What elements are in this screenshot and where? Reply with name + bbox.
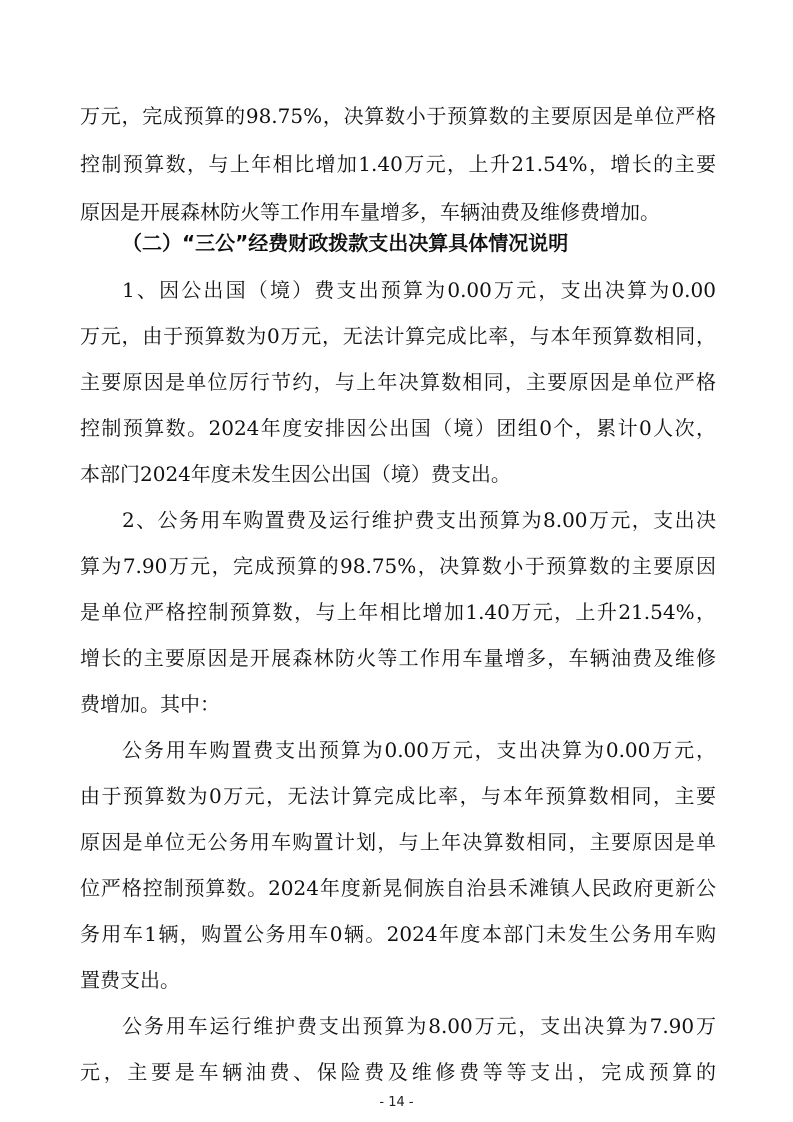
paragraph-line: 算为7.90万元，完成预算的98.75%，决算数小于预算数的主要原因	[80, 554, 716, 578]
paragraph-line: 公务用车运行维护费支出预算为8.00万元，支出决算为7.90万	[122, 1014, 716, 1038]
paragraph-line: 元，主要是车辆油费、保险费及维修费等等支出，完成预算的	[80, 1060, 716, 1084]
page-number: - 14 -	[379, 1095, 414, 1110]
paragraph-line: 原因是开展森林防火等工作用车量增多，车辆油费及维修费增加。	[80, 200, 660, 224]
paragraph-line: 主要原因是单位厉行节约，与上年决算数相同，主要原因是单位严格	[80, 370, 716, 394]
paragraph-line: 2、公务用车购置费及运行维护费支出预算为8.00万元，支出决	[122, 508, 716, 532]
paragraph-line: 费增加。其中：	[80, 692, 220, 716]
paragraph-line: 增长的主要原因是开展森林防火等工作用车量增多，车辆油费及维修	[80, 646, 716, 670]
paragraph-line: 本部门2024年度未发生因公出国（境）费支出。	[80, 462, 511, 486]
paragraph-line: 是单位严格控制预算数，与上年相比增加1.40万元，上升21.54%，	[80, 600, 716, 624]
paragraph-line: 务用车1辆，购置公务用车0辆。2024年度本部门未发生公务用车购	[80, 922, 716, 946]
section-heading: （二）“三公”经费财政拨款支出决算具体情况说明	[122, 231, 569, 255]
paragraph-line: 1、因公出国（境）费支出预算为0.00万元，支出决算为0.00	[122, 278, 716, 302]
paragraph-line: 由于预算数为0万元，无法计算完成比率，与本年预算数相同，主要	[80, 784, 716, 808]
paragraph-line: 位严格控制预算数。2024年度新晃侗族自治县禾滩镇人民政府更新公	[80, 876, 716, 900]
paragraph-line: 置费支出。	[80, 968, 180, 992]
paragraph-line: 万元，由于预算数为0万元，无法计算完成比率，与本年预算数相同，	[80, 324, 716, 348]
paragraph-line: 万元，完成预算的98.75%，决算数小于预算数的主要原因是单位严格	[80, 104, 716, 128]
paragraph-line: 公务用车购置费支出预算为0.00万元，支出决算为0.00万元，	[122, 738, 716, 762]
paragraph-line: 原因是单位无公务用车购置计划，与上年决算数相同，主要原因是单	[80, 830, 716, 854]
paragraph-line: 控制预算数。2024年度安排因公出国（境）团组0个，累计0人次，	[80, 416, 716, 440]
paragraph-line: 控制预算数，与上年相比增加1.40万元，上升21.54%，增长的主要	[80, 152, 716, 176]
